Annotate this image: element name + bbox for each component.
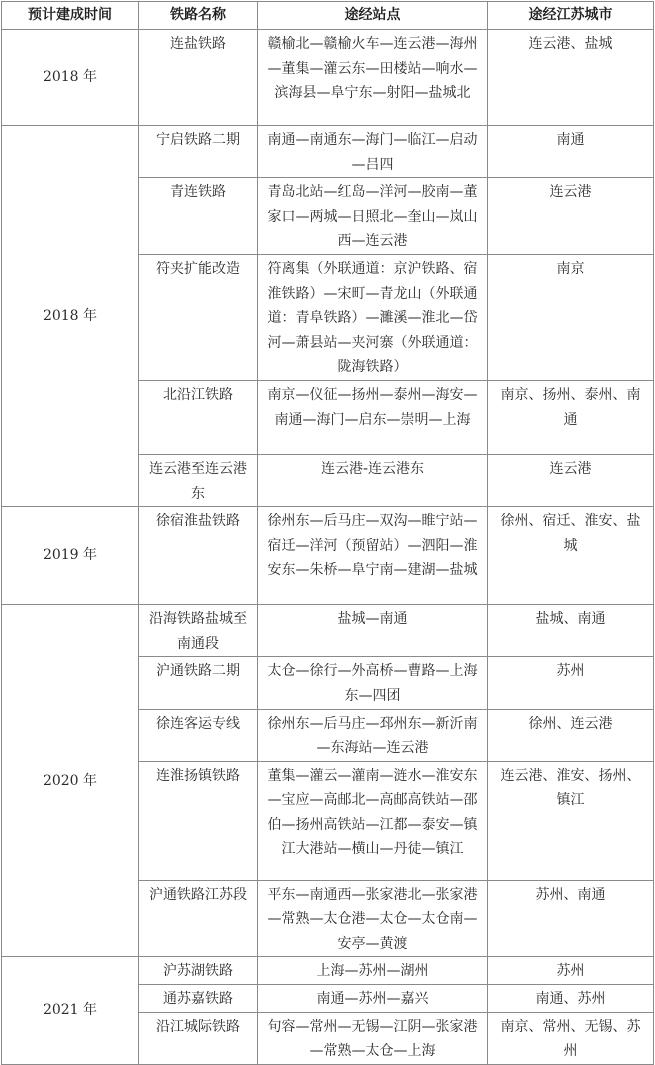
railway-cities: 南京、常州、无锡、苏州 (488, 1012, 654, 1064)
table-row (2, 126, 654, 178)
railway-stations: 连云港-连云港东 (258, 454, 488, 506)
railway-name: 宁启铁路二期 (139, 126, 258, 178)
railway-stations: 符离集（外联通道：京沪铁路、宿淮铁路）—宋町—青龙山（外联通道：青阜铁路）—濉溪—淮北—岱河—萧县站—夹河寨（外联通道：陇海铁路） (258, 254, 488, 380)
railway-cities: 连云港、淮安、扬州、镇江 (488, 761, 654, 880)
table-row (2, 605, 654, 657)
railway-name: 沿海铁路盐城至南通段 (139, 605, 258, 657)
railway-cities: 连云港、盐城 (488, 30, 654, 126)
railway-stations: 南通—南通东—海门—临江—启动—吕四 (258, 126, 488, 178)
railway-cities: 徐州、宿迁、淮安、盐城 (488, 507, 654, 605)
railway-cities: 南通 (488, 126, 654, 178)
year-cell: 2020 年 (2, 605, 139, 957)
railway-stations: 南京—仪征—扬州—泰州—海安—南通—海门—启东—崇明—上海 (258, 380, 488, 454)
table-row (2, 507, 654, 605)
railway-name: 符夹扩能改造 (139, 254, 258, 380)
railway-name: 沿江城际铁路 (139, 1012, 258, 1064)
railway-name: 徐宿淮盐铁路 (139, 507, 258, 605)
railway-name: 沪通铁路二期 (139, 657, 258, 709)
railway-table (1, 1, 654, 1065)
railway-stations: 徐州东—后马庄—邳州东—新沂南—东海站—连云港 (258, 709, 488, 761)
railway-name: 沪通铁路江苏段 (139, 880, 258, 957)
railway-cities: 连云港 (488, 454, 654, 506)
railway-cities: 南通、苏州 (488, 985, 654, 1013)
header-cities: 途经江苏城市 (488, 2, 654, 30)
railway-stations: 南通—苏州—嘉兴 (258, 985, 488, 1013)
railway-stations: 句容—常州—无锡—江阴—张家港—常熟—太仓—上海 (258, 1012, 488, 1064)
railway-cities: 徐州、连云港 (488, 709, 654, 761)
railway-name: 连盐铁路 (139, 30, 258, 126)
railway-cities: 盐城、南通 (488, 605, 654, 657)
railway-name: 北沿江铁路 (139, 380, 258, 454)
year-cell: 2021 年 (2, 957, 139, 1064)
table-row (2, 957, 654, 985)
railway-stations: 青岛北站—红岛—洋河—胶南—董家口—两城—日照北—奎山—岚山西—连云港 (258, 178, 488, 255)
railway-cities: 苏州 (488, 957, 654, 985)
railway-cities: 连云港 (488, 178, 654, 255)
table-row (2, 30, 654, 126)
header-stations: 途经站点 (258, 2, 488, 30)
railway-name: 连云港至连云港东 (139, 454, 258, 506)
header-time: 预计建成时间 (2, 2, 139, 30)
railway-cities: 南京、扬州、泰州、南通 (488, 380, 654, 454)
railway-cities: 苏州 (488, 657, 654, 709)
railway-stations: 平东—南通西—张家港北—张家港—常熟—太仓港—太仓—太仓南—安亭—黄渡 (258, 880, 488, 957)
railway-name: 沪苏湖铁路 (139, 957, 258, 985)
year-cell: 2019 年 (2, 507, 139, 605)
railway-stations: 董集—灌云—灌南—涟水—淮安东—宝应—高邮北—高邮高铁站—邵伯—扬州高铁站—江都—泰安—镇江大港站—横山—丹徒—镇江 (258, 761, 488, 880)
railway-stations: 上海—苏州—湖州 (258, 957, 488, 985)
railway-cities: 苏州、南通 (488, 880, 654, 957)
year-cell: 2018 年 (2, 126, 139, 507)
railway-stations: 盐城—南通 (258, 605, 488, 657)
railway-cities: 南京 (488, 254, 654, 380)
railway-stations: 徐州东—后马庄—双沟—睢宁站—宿迁—洋河（预留站）—泗阳—淮安东—朱桥—阜宁南—建湖—盐城 (258, 507, 488, 605)
railway-name: 青连铁路 (139, 178, 258, 255)
header-row (2, 2, 654, 30)
railway-stations: 赣榆北—赣榆火车—连云港—海州—董集—灌云东—田楼站—响水—滨海县—阜宁东—射阳—盐城北 (258, 30, 488, 126)
railway-name: 徐连客运专线 (139, 709, 258, 761)
railway-name: 连淮扬镇铁路 (139, 761, 258, 880)
railway-stations: 太仓—徐行—外高桥—曹路—上海东—四团 (258, 657, 488, 709)
header-name: 铁路名称 (139, 2, 258, 30)
year-cell: 2018 年 (2, 30, 139, 126)
railway-name: 通苏嘉铁路 (139, 985, 258, 1013)
